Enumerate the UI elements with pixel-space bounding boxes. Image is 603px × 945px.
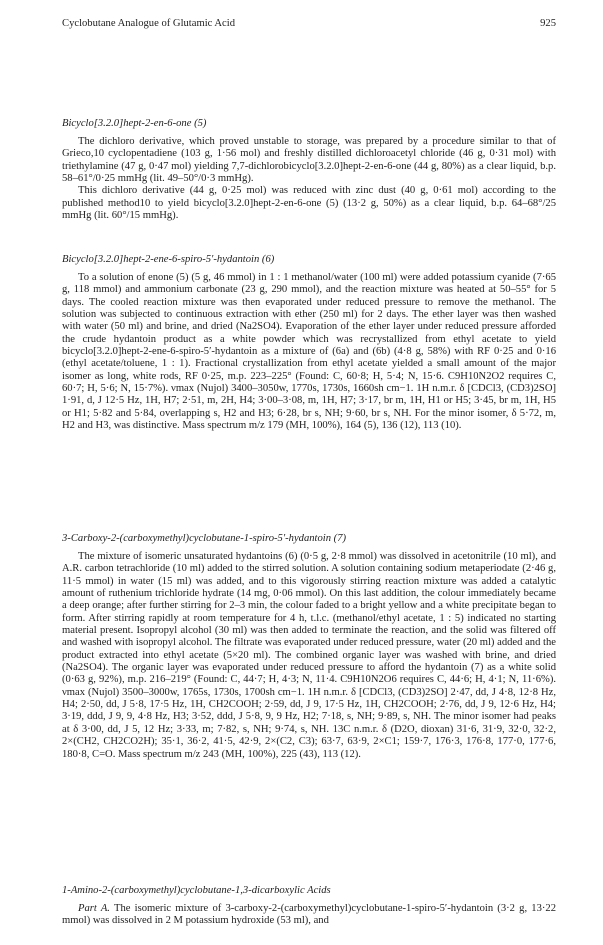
paragraph: To a solution of enone (5) (5 g, 46 mmol) in 1 : 1 methanol/water (100 ml) were added potassium cyanide (7·65 g, 118 mmol) and ammonium carbonate (23 g, 290 mmol), and the reaction mixture was heated at 50–55° for 5 days. The cooled reaction mixture was then evaporated under reduced pressure to remove the methanol. The solution was subjected to continuous extraction with ether (250 ml) for 2 days. The ether layer was then washed with water (50 ml) and brine, and dried (Na2SO4). Evaporation of the ether layer under reduced pressure afforded the crude hydantoin product as a white powder which was recrystallized from ethyl acetate to yield bicyclo[3.2.0]hept-2-ene-6-spiro-5′-hydantoin as a mixture of (6a) and (6b) (4·8 g, 58%) with RF 0·25 and 0·16 (ethyl acetate/toluene, 1 : 1). Fractional crystallization from ethyl acetate yielded a small amount of the major isomer as long, white rods, RF 0·25, m.p. 223–225° (Found: C, 60·8; H, 5·4; N, 15·6. C9H10N2O2 requires C, 60·7; H, 5·6; N, 15·7%). νmax (Nujol) 3400–3050w, 1770s, 1730s, 1660sh cm−1. 1H n.m.r. δ [CDCl3, (CD3)2SO] 1·91, d, J 12·5 Hz, 1H, H7; 2·51, m, 2H, H4; 3·00–3·08, m, 1H, H7; 3·17, br m, 1H, H1 or H5; 3·45, br m, 1H, H5 or H1; 5·82 and 5·84, overlapping s, H2 and H3; 6·28, br s, NH; 9·60, br s, NH. For the minor isomer, δ 5·72, m, H2 and H3, was distinctive. Mass spectrum m/z 179 (MH, 100%), 164 (5), 136 (12), 113 (10). xyxy=(62,272,556,432)
paragraph-text: The isomeric mixture of 3-carboxy-2-(carboxymethyl)cyclobutane-1-spiro-5′-hydantoin (3·2 g, 13·22 mmol) was dissolved in 2 M potassium hydroxide (53 ml), and xyxy=(62,903,556,927)
section-heading: Bicyclo[3.2.0]hept-2-en-6-one (5) xyxy=(62,118,207,129)
paragraph: The dichloro derivative, which proved unstable to storage, was prepared by a procedure similar to that of Grieco,10 cyclopentadiene (103 g, 1·56 mol) and freshly distilled dichloroacetyl chloride (46 g, 0·31 mol) with triethylamine (47 g, 0·47 mol) yielding 7,7-dichlorobicyclo[3.2.0]hept-2-en-6-one (44 g, 80%) as a clear liquid, b.p. 58–61°/0·25 mmHg (lit. 49–50°/0·3 mmHg). xyxy=(62,136,556,185)
section-spiro-hydantoin xyxy=(62,253,556,432)
paragraph: The mixture of isomeric unsaturated hydantoins (6) (0·5 g, 2·8 mmol) was dissolved in acetonitrile (10 ml), and A.R. carbon tetrachloride (10 ml) added to the stirred solution. A solution containing sodium metaperiodate (2·46 g, 11·5 mmol) in water (15 ml) was added, and to this vigorously stirring reaction mixture was added a catalytic amount of ruthenium trichloride hydrate (14 mg, 0·06 mmol). On this last addition, the colour immediately became a deep orange; after further stirring for 2–3 min, the colour faded to a bright yellow and a white precipitate began to form. After stirring rapidly at room temperature for 4 h, t.l.c. (methanol/ethyl acetate, 1 : 5) indicated no starting material present. Isopropyl alcohol (30 ml) was then added to terminate the reaction, and the solid was filtered off and washed with isopropyl alcohol. The filtrate was evaporated under reduced pressure, water (20 ml) added and the product extracted into ethyl acetate (5×20 ml). The combined organic layer was washed with brine, and dried (Na2SO4). The organic layer was evaporated under reduced pressure to afford the hydantoin (7) as a white solid (0·63 g, 92%), m.p. 216–219° (Found: C, 44·7; H, 4·3; N, 11·4. C9H10N2O6 requires C, 44·6; H, 4·1; N, 11·6%). νmax (Nujol) 3500–3000w, 1765s, 1730s, 1700sh cm−1. 1H n.m.r. δ [CDCl3, (CD3)2SO] 2·47, dd, J 4·8, 12·8 Hz, H4; 2·50, dd, J 5·8, 17·5 Hz, 1H, CH2COOH; 2·59, dd, J 9, 17·5 Hz, 1H, CH2COOH; 2·76, dd, J 9, 12·6 Hz, H4; 3·19, ddd, J 9, 9, 4·8 Hz, H3; 3·52, ddd, J 5·8, 9, 9 Hz, H2; 7·18, s, NH; 9·89, s, NH. The minor isomer had peaks at δ 3·00, dd, J 5, 12 Hz; 3·33, m; 7·82, s, NH; 9·74, s, NH. 13C n.m.r. δ (D2O, dioxan) 31·6, 31·9, 32·0, 32·2, 2×(CH2, CH2CO2H); 35·1, 36·2, 41·5, 42·9, 2×(C2, C3); 63·7, 63·9, 2×C1; 159·7, 176·3, 176·8, 177·0, 177·6, 180·8, C=O. Mass spectrum m/z 243 (MH, 100%), 225 (43), 113 (12). xyxy=(62,551,556,760)
section-amino-acids xyxy=(62,884,556,928)
part-label: Part A. xyxy=(78,903,110,914)
paragraph: This dichloro derivative (44 g, 0·25 mol) was reduced with zinc dust (40 g, 0·61 mol) according to the published method10 to yield bicyclo[3.2.0]hept-2-en-6-one (5) (13·2 g, 50%) as a clear liquid, b.p. 64–68°/25 mmHg (lit. 60°/15 mmHg). xyxy=(62,185,556,222)
paragraph xyxy=(62,903,556,928)
section-bicycloheptenone xyxy=(62,117,556,222)
section-heading: Bicyclo[3.2.0]hept-2-ene-6-spiro-5′-hydantoin (6) xyxy=(62,254,275,265)
document-page xyxy=(62,18,556,927)
running-head xyxy=(62,18,556,36)
running-title: Cyclobutane Analogue of Glutamic Acid xyxy=(62,18,235,29)
section-heading: 3-Carboxy-2-(carboxymethyl)cyclobutane-1-spiro-5′-hydantoin (7) xyxy=(62,533,347,544)
page-number: 925 xyxy=(540,18,556,29)
section-carboxy-hydantoin xyxy=(62,532,556,761)
section-heading: 1-Amino-2-(carboxymethyl)cyclobutane-1,3-dicarboxylic Acids xyxy=(62,885,331,896)
